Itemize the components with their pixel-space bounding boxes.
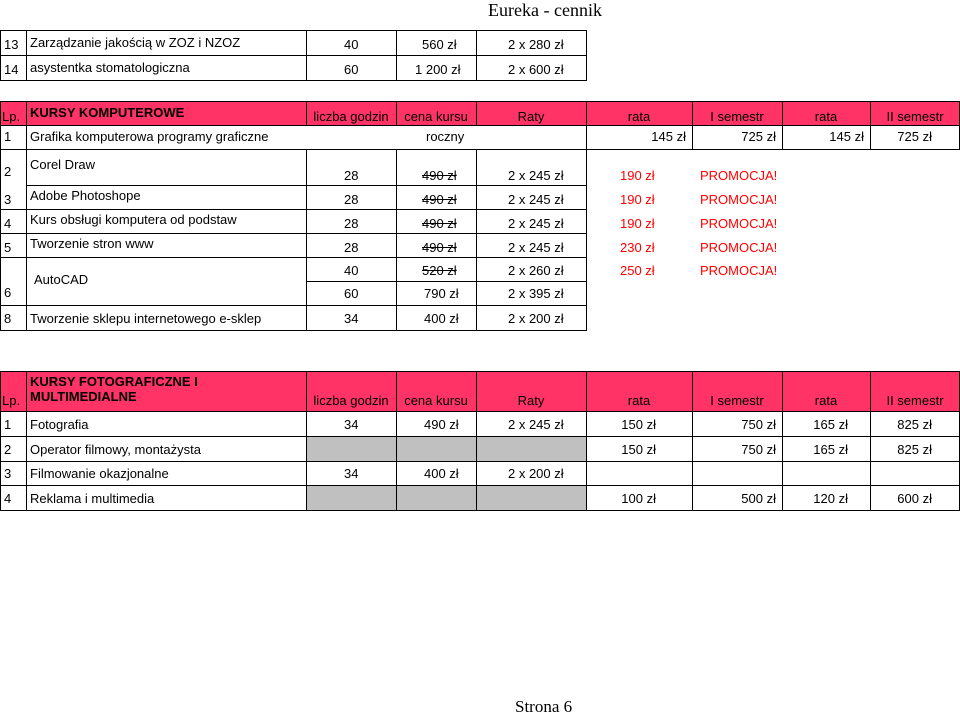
rata-1: 100 zł [621, 491, 656, 506]
course-name: Operator filmowy, montażysta [30, 442, 201, 457]
promo-price: 190 zł [620, 192, 655, 207]
header-installments: Raty [517, 109, 545, 124]
course-installments: 2 x 245 zł [508, 417, 564, 432]
course-installments: 2 x 200 zł [508, 311, 564, 326]
course-mode: roczny [426, 129, 465, 144]
course-hours: 40 [344, 263, 359, 278]
promo-label: PROMOCJA! [700, 192, 778, 207]
semester-2: 725 zł [897, 129, 932, 144]
row-number: 4 [4, 491, 12, 506]
rata-2: 165 zł [813, 442, 848, 457]
row-number: 3 [4, 192, 12, 207]
course-price-old: 490 zł [422, 216, 457, 231]
promo-label: PROMOCJA! [700, 240, 778, 255]
semester-1: 500 zł [741, 491, 776, 506]
row-number: 3 [4, 466, 12, 481]
header-semester-1: I semestr [710, 393, 764, 408]
course-hours: 60 [344, 62, 359, 77]
course-installments: 2 x 245 zł [508, 168, 564, 183]
course-price: 400 zł [424, 466, 459, 481]
course-price-old: 490 zł [422, 192, 457, 207]
semester-1: 725 zł [741, 129, 776, 144]
header-semester-2: II semestr [886, 393, 944, 408]
course-installments: 2 x 280 zł [508, 37, 564, 52]
course-installments: 2 x 200 zł [508, 466, 564, 481]
promo-price: 190 zł [620, 168, 655, 183]
semester-2: 600 zł [897, 491, 932, 506]
page-title: Eureka - cennik [488, 0, 602, 20]
section-title: KURSY KOMPUTEROWE [30, 105, 185, 120]
header-rata-2: rata [814, 393, 838, 408]
course-installments: 2 x 395 zł [508, 286, 564, 301]
course-hours: 28 [344, 192, 359, 207]
promo-label: PROMOCJA! [700, 168, 778, 183]
course-price: 490 zł [424, 417, 459, 432]
course-price: 1 200 zł [415, 62, 461, 77]
header-lp: Lp. [2, 109, 21, 124]
page-number: Strona 6 [515, 697, 573, 716]
course-name: Corel Draw [30, 157, 96, 172]
row-number: 14 [4, 62, 19, 77]
course-hours: 34 [344, 466, 359, 481]
course-price: 790 zł [424, 286, 459, 301]
rata-1: 150 zł [621, 417, 656, 432]
rata-2: 165 zł [813, 417, 848, 432]
row-number: 13 [4, 37, 19, 52]
header-price: cena kursu [404, 393, 468, 408]
course-hours: 34 [344, 417, 359, 432]
row-number: 4 [4, 216, 12, 231]
course-price: 400 zł [424, 311, 459, 326]
promo-price: 190 zł [620, 216, 655, 231]
semester-2: 825 zł [897, 417, 932, 432]
semester-1: 750 zł [741, 417, 776, 432]
header-installments: Raty [517, 393, 545, 408]
course-hours: 28 [344, 240, 359, 255]
header-semester-1: I semestr [710, 109, 764, 124]
row-number: 8 [4, 311, 12, 326]
course-name: Kurs obsługi komputera od podstaw [30, 212, 237, 227]
header-lp: Lp. [2, 393, 21, 408]
semester-2: 825 zł [897, 442, 932, 457]
course-name: Tworzenie stron www [30, 236, 154, 251]
header-hours: liczba godzin [313, 109, 389, 124]
promo-price: 250 zł [620, 263, 655, 278]
course-installments: 2 x 245 zł [508, 240, 564, 255]
header-price: cena kursu [404, 109, 468, 124]
course-price-old: 520 zł [422, 263, 457, 278]
course-hours: 28 [344, 216, 359, 231]
row-number: 6 [4, 285, 12, 300]
course-name: Filmowanie okazjonalne [30, 466, 169, 481]
rata-2: 120 zł [813, 491, 848, 506]
header-rata-2: rata [814, 109, 838, 124]
header-hours: liczba godzin [313, 393, 389, 408]
row-number: 2 [4, 442, 12, 457]
rata-2: 145 zł [829, 129, 864, 144]
course-name: asystentka stomatologiczna [30, 60, 190, 75]
course-installments: 2 x 600 zł [508, 62, 564, 77]
course-price-old: 490 zł [422, 168, 457, 183]
course-installments: 2 x 245 zł [508, 216, 564, 231]
rata-1: 145 zł [651, 129, 686, 144]
course-name: Zarządzanie jakością w ZOZ i NZOZ [30, 35, 241, 50]
course-name: AutoCAD [34, 272, 89, 287]
row-number: 1 [4, 129, 12, 144]
course-hours: 60 [344, 286, 359, 301]
promo-label: PROMOCJA! [700, 216, 778, 231]
course-name: Adobe Photoshope [30, 188, 141, 203]
header-rata-1: rata [627, 393, 651, 408]
course-price: 560 zł [422, 37, 457, 52]
semester-1: 750 zł [741, 442, 776, 457]
header-rata-1: rata [627, 109, 651, 124]
rata-1: 150 zł [621, 442, 656, 457]
row-number: 1 [4, 417, 12, 432]
section-title: KURSY FOTOGRAFICZNE I [30, 374, 198, 389]
course-installments: 2 x 260 zł [508, 263, 564, 278]
course-hours: 34 [344, 311, 359, 326]
row-number: 2 [4, 164, 12, 179]
header-semester-2: II semestr [886, 109, 944, 124]
course-price-old: 490 zł [422, 240, 457, 255]
promo-label: PROMOCJA! [700, 263, 778, 278]
course-installments: 2 x 245 zł [508, 192, 564, 207]
course-name: Grafika komputerowa programy graficzne [30, 129, 269, 144]
row-number: 5 [4, 240, 12, 255]
course-name: Fotografia [30, 417, 89, 432]
section-title-line-2: MULTIMEDIALNE [30, 389, 137, 404]
course-hours: 40 [344, 37, 359, 52]
course-name: Tworzenie sklepu internetowego e-sklep [30, 311, 262, 326]
course-hours: 28 [344, 168, 359, 183]
course-name: Reklama i multimedia [30, 491, 155, 506]
promo-price: 230 zł [620, 240, 655, 255]
